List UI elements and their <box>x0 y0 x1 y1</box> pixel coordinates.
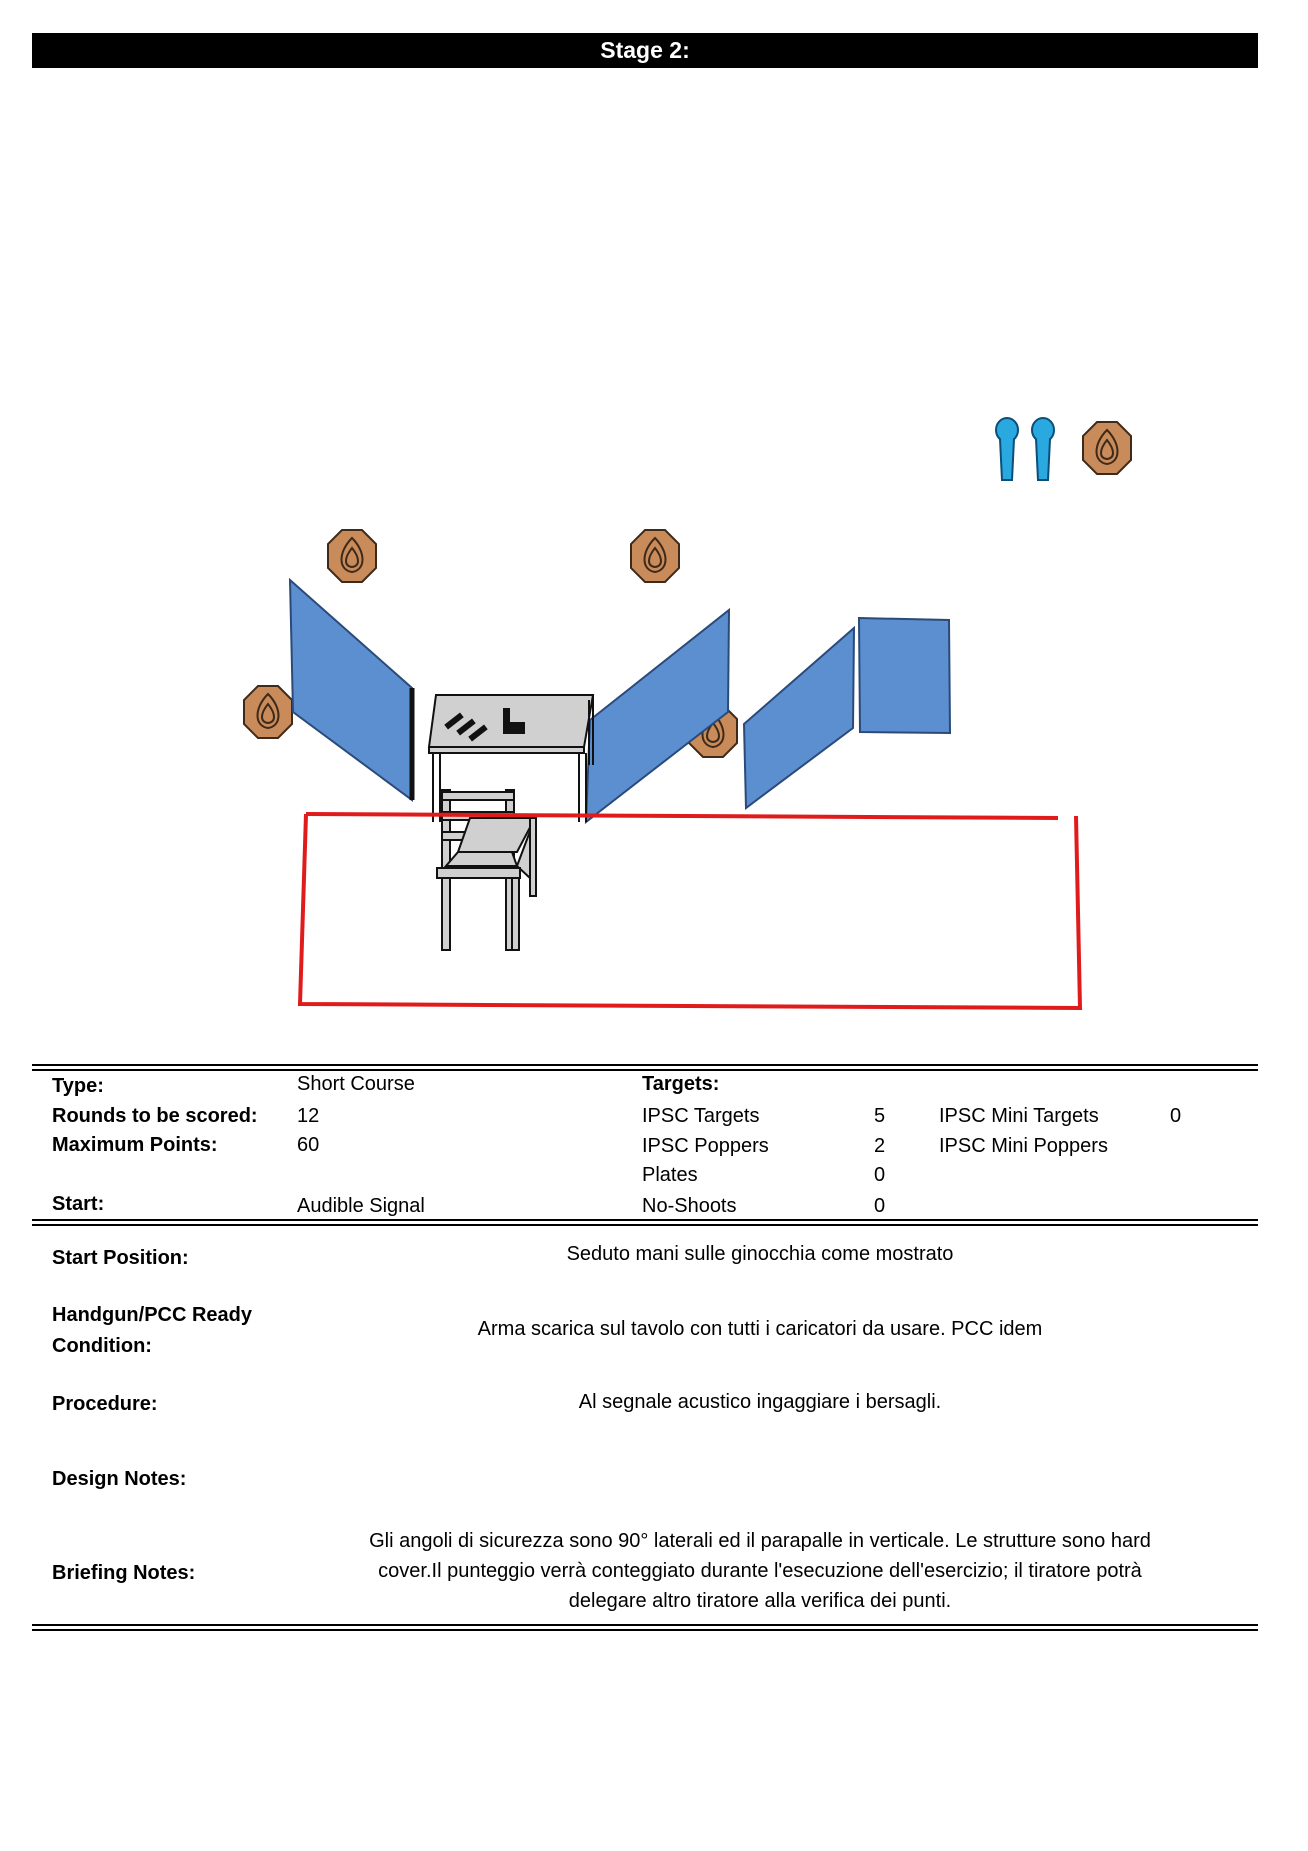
wall-right-angled <box>744 628 854 808</box>
target-row-name: IPSC Poppers <box>642 1135 769 1157</box>
type-value: Short Course <box>297 1073 415 1095</box>
mini-row-name: IPSC Mini Poppers <box>939 1135 1108 1157</box>
start-position-value: Seduto mani sulle ginocchia come mostrato <box>566 1243 954 1265</box>
ipsc-target-left <box>244 686 292 738</box>
start-label: Start: <box>52 1193 105 1215</box>
ipsc-target-far-right <box>1083 422 1131 474</box>
target-row-count: 0 <box>874 1195 886 1217</box>
ipsc-target-center-top <box>631 530 679 582</box>
target-row-name: IPSC Targets <box>642 1105 760 1127</box>
fault-line-box <box>300 814 1080 1008</box>
procedure-value: Al segnale acustico ingaggiare i bersagli. <box>578 1391 942 1413</box>
ready-condition-label-line2: Condition: <box>52 1335 152 1357</box>
wall-right-square <box>859 618 950 733</box>
design-notes-label: Design Notes: <box>52 1468 187 1490</box>
target-row-name: No-Shoots <box>642 1195 737 1217</box>
procedure-label: Procedure: <box>52 1393 158 1415</box>
points-value: 60 <box>297 1134 320 1156</box>
fault-line-top <box>306 814 1058 818</box>
ready-condition-value: Arma scarica sul tavolo con tutti i caricatori da usare. PCC idem <box>477 1318 1043 1340</box>
target-row-count: 5 <box>874 1105 886 1127</box>
rounds-value: 12 <box>297 1105 320 1127</box>
mini-row-count: 0 <box>1170 1105 1182 1127</box>
targets-label: Targets: <box>642 1073 720 1095</box>
target-row-count: 0 <box>874 1164 886 1186</box>
rounds-label: Rounds to be scored: <box>52 1105 258 1127</box>
briefing-notes-line: Gli angoli di sicurezza sono 90° laterali ed il parapalle in verticale. Le strutture sono hard <box>369 1530 1151 1552</box>
ready-condition-label-line1: Handgun/PCC Ready <box>52 1304 253 1326</box>
start-value: Audible Signal <box>297 1195 425 1217</box>
wall-left <box>290 580 412 800</box>
briefing-notes-line: delegare altro tiratore alla verifica dei punti. <box>568 1590 952 1612</box>
summary-top-rule <box>32 1064 1258 1066</box>
briefing-notes-line: cover.Il punteggio verrà conteggiato durante l'esecuzione dell'esercizio; il tiratore potrà <box>378 1560 1142 1582</box>
details-bottom-rule <box>32 1624 1258 1626</box>
briefing-notes-label: Briefing Notes: <box>52 1562 196 1584</box>
target-row-count: 2 <box>874 1135 886 1157</box>
stage-title: Stage 2: <box>600 37 690 63</box>
popper-target-2 <box>1032 418 1054 480</box>
points-label: Maximum Points: <box>52 1134 218 1156</box>
wall-center <box>586 610 729 822</box>
ipsc-target-left-top <box>328 530 376 582</box>
start-position-label: Start Position: <box>52 1247 189 1269</box>
mini-row-name: IPSC Mini Targets <box>939 1105 1099 1127</box>
popper-target-1 <box>996 418 1018 480</box>
type-label: Type: <box>52 1075 104 1097</box>
target-row-name: Plates <box>642 1164 698 1186</box>
summary-bottom-rule <box>32 1219 1258 1221</box>
